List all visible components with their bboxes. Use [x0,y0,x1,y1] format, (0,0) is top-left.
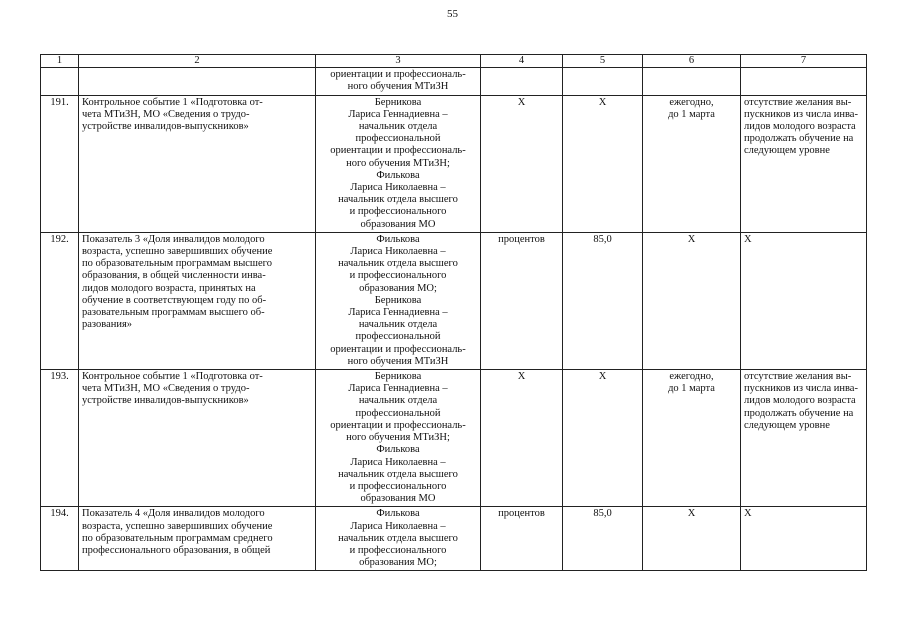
column-number: 7 [741,55,867,68]
responsible-line: Лариса Николаевна – [350,456,446,468]
responsible-line: Филькова [376,233,420,245]
unit-cell [481,507,563,571]
responsible-line: образования МО [360,493,436,505]
value-cell [563,68,643,95]
deadline-cell [643,370,741,507]
deadline-line: до 1 марта [668,108,715,120]
unit-cell [481,95,563,232]
table-row [41,95,867,232]
task-line: Показатель 3 «Доля инвалидов молодого [82,233,265,245]
value-cell [563,370,643,507]
task-line: разовательным программам высшего об- [82,307,265,319]
task-line: чета МТиЗН, МО «Сведения о трудо- [82,383,250,395]
responsible-line: образования МО; [359,557,437,569]
responsible-line: ного обучения МТиЗН [347,355,449,367]
note-cell [741,232,867,369]
responsible-line: начальник отдела [358,319,438,331]
unit-value: X [517,371,526,383]
note-line: отсутствие желания вы- [744,96,852,108]
responsible-line: профессиональной [355,331,441,343]
table-row [41,370,867,507]
row-number-cell [41,507,79,571]
responsible-line: ного обучения МТиЗН [347,81,449,93]
deadline-line: X [687,233,696,245]
responsible-cell [316,95,481,232]
unit-cell [481,68,563,95]
responsible-line: образования МО; [359,282,437,294]
responsible-line: Лариса Николаевна – [350,520,446,532]
responsible-line: Лариса Николаевна – [350,246,446,258]
responsible-line: ного обучения МТиЗН; [346,432,450,444]
task-cell [79,95,316,232]
row-number-cell [41,68,79,95]
responsible-line: ного обучения МТиЗН; [346,157,450,169]
table-row [41,232,867,369]
row-number-cell [41,370,79,507]
task-line: Показатель 4 «Доля инвалидов молодого [82,508,265,520]
task-cell [79,68,316,95]
deadline-cell [643,95,741,232]
value-cell [563,507,643,571]
responsible-line: начальник отдела высшего [338,532,458,544]
note-cell [741,370,867,507]
row-number: 191. [50,96,69,108]
responsible-line: ориентации и профессиональ- [330,69,466,81]
responsible-line: Лариса Геннадиевна – [348,383,448,395]
task-cell [79,370,316,507]
task-line: лидов молодого возраста, принятых на [82,282,256,294]
task-cell [79,507,316,571]
target-value: X [598,96,607,108]
responsible-cell [316,68,481,95]
note-cell [741,68,867,95]
page-number: 55 [447,8,458,20]
task-cell [79,232,316,369]
responsible-line: начальник отдела [358,121,438,133]
task-line: чета МТиЗН, МО «Сведения о трудо- [82,108,250,120]
note-line: X [744,233,752,245]
value-cell [563,232,643,369]
responsible-line: Лариса Геннадиевна – [348,108,448,120]
unit-value: X [517,96,526,108]
row-number-cell [41,232,79,369]
target-value: 85,0 [593,233,612,245]
note-line: пускников из числа инва- [744,108,858,120]
task-line: по образовательным программам высшего [82,258,272,270]
task-line: Контрольное событие 1 «Подготовка от- [82,371,263,383]
unit-value: процентов [498,233,545,245]
row-number: 193. [50,371,69,383]
responsible-line: и профессионального [349,480,447,492]
responsible-line: Филькова [376,444,420,456]
responsible-line: начальник отдела высшего [338,258,458,270]
task-line: разования» [82,319,133,331]
responsible-line: профессиональной [355,133,441,145]
column-number: 5 [563,55,643,68]
deadline-cell [643,507,741,571]
note-line: следующем уровне [744,419,830,431]
unit-value: процентов [498,508,545,520]
unit-cell [481,370,563,507]
row-number: 194. [50,508,69,520]
column-number: 2 [79,55,316,68]
column-number: 6 [643,55,741,68]
responsible-cell [316,507,481,571]
deadline-line: X [687,508,696,520]
responsible-line: образования МО [360,218,436,230]
task-line: обучение в соответствующем году по об- [82,294,267,306]
task-line: профессионального образования, в общей [82,544,271,556]
responsible-line: начальник отдела [358,395,438,407]
responsible-cell [316,232,481,369]
target-value: X [598,371,607,383]
responsible-line: Лариса Геннадиевна – [348,307,448,319]
deadline-line: ежегодно, [669,371,714,383]
responsible-line: Берникова [374,371,422,383]
responsible-line: Филькова [376,508,420,520]
task-line: Контрольное событие 1 «Подготовка от- [82,96,263,108]
column-number: 1 [41,55,79,68]
row-number-cell [41,95,79,232]
note-cell [741,507,867,571]
note-line: X [744,508,752,520]
deadline-cell [643,232,741,369]
deadline-cell [643,68,741,95]
note-cell [741,95,867,232]
task-line: по образовательным программам среднего [82,532,273,544]
responsible-line: Филькова [376,169,420,181]
responsible-line: и профессионального [349,206,447,218]
task-line: возраста, успешно завершивших обучение [82,520,273,532]
responsible-line: ориентации и профессиональ- [330,343,466,355]
deadline-line: ежегодно, [669,96,714,108]
note-line: продолжать обучение на [744,133,854,145]
task-line: устройстве инвалидов-выпускников» [82,121,249,133]
responsible-line: и профессионального [349,544,447,556]
table-row [41,507,867,571]
column-number: 3 [316,55,481,68]
responsible-line: ориентации и профессиональ- [330,145,466,157]
responsible-line: ориентации и профессиональ- [330,419,466,431]
column-number: 4 [481,55,563,68]
task-line: возраста, успешно завершивших обучение [82,246,273,258]
deadline-line: до 1 марта [668,383,715,395]
note-line: пускников из числа инва- [744,383,858,395]
note-line: лидов молодого возраста [744,121,856,133]
responsible-line: и профессионального [349,270,447,282]
responsible-line: Берникова [374,96,422,108]
value-cell [563,95,643,232]
note-line: продолжать обучение на [744,407,854,419]
responsible-line: Берникова [374,294,422,306]
responsible-line: профессиональной [355,407,441,419]
task-line: образования, в общей численности инва- [82,270,266,282]
responsible-line: Лариса Николаевна – [350,182,446,194]
task-line: устройстве инвалидов-выпускников» [82,395,249,407]
note-line: следующем уровне [744,145,830,157]
note-line: отсутствие желания вы- [744,371,852,383]
unit-cell [481,232,563,369]
responsible-line: начальник отдела высшего [338,468,458,480]
note-line: лидов молодого возраста [744,395,856,407]
responsible-cell [316,370,481,507]
column-number-row [41,55,867,68]
responsible-line: начальник отдела высшего [338,194,458,206]
continuation-row [41,68,867,95]
plan-table [40,54,867,571]
target-value: 85,0 [593,508,612,520]
row-number: 192. [50,233,69,245]
